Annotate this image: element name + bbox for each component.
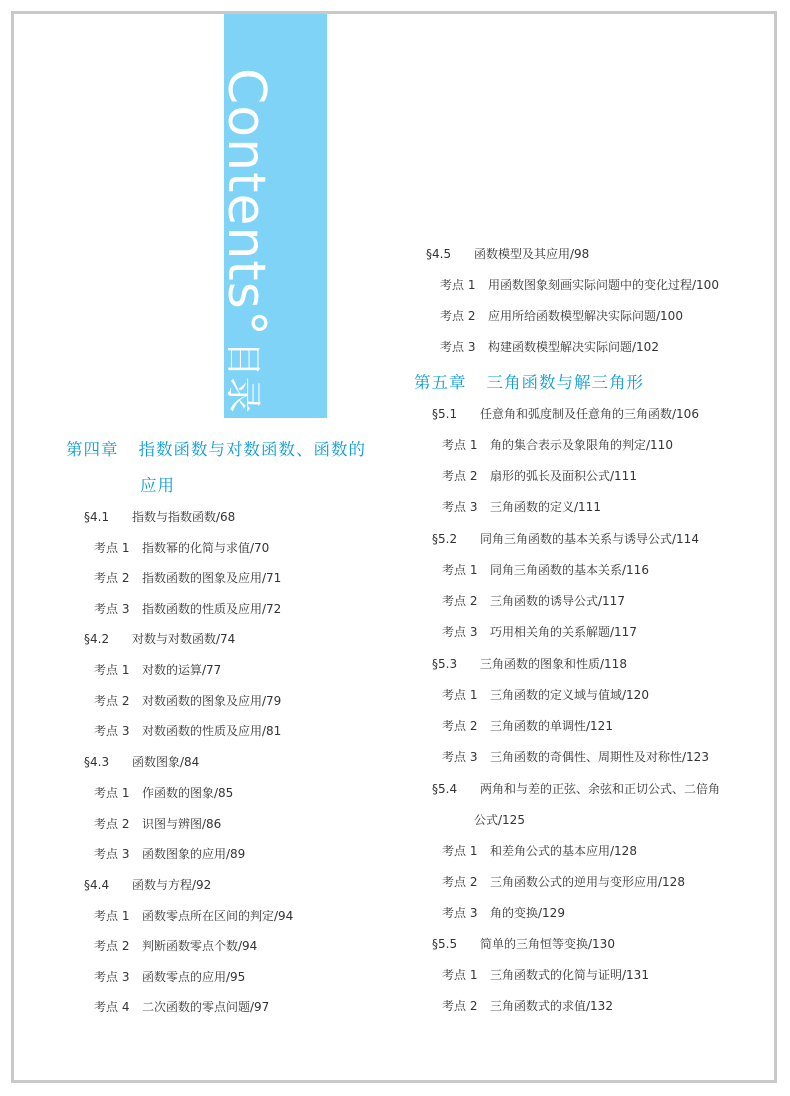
- toc-section-5-5[interactable]: [432, 935, 615, 952]
- point-text: 巧用相关角的关系解题/117: [490, 625, 637, 639]
- toc-point[interactable]: [442, 592, 625, 609]
- point-text: 应用所给函数模型解决实际问题/100: [488, 309, 683, 323]
- point-text: 三角函数的诱导公式/117: [490, 594, 625, 608]
- chapter-number: 第五章: [414, 373, 467, 392]
- toc-point[interactable]: [442, 561, 649, 578]
- section-label: §4.1: [84, 510, 110, 524]
- point-label: 考点 3: [94, 724, 130, 738]
- point-text: 识图与辨图/86: [142, 817, 222, 831]
- point-label: 考点 1: [442, 563, 478, 577]
- section-label: §4.2: [84, 632, 110, 646]
- toc-point[interactable]: [94, 600, 281, 617]
- toc-section-4-5[interactable]: [426, 245, 589, 262]
- toc-section-5-3[interactable]: [432, 655, 627, 672]
- point-label: 考点 2: [442, 999, 478, 1013]
- point-label: 考点 2: [442, 719, 478, 733]
- toc-point[interactable]: [442, 842, 637, 859]
- toc-point[interactable]: [94, 968, 245, 985]
- toc-point[interactable]: [442, 717, 613, 734]
- point-text: 角的集合表示及象限角的判定/110: [490, 438, 673, 452]
- toc-point[interactable]: [440, 276, 719, 293]
- toc-point[interactable]: [94, 692, 281, 709]
- section-label: §5.3: [432, 657, 458, 671]
- point-label: 考点 2: [440, 309, 476, 323]
- point-label: 考点 1: [94, 909, 130, 923]
- toc-section-4-1[interactable]: [84, 508, 235, 525]
- point-text: 指数幂的化简与求值/70: [142, 541, 270, 555]
- point-text: 三角函数式的化简与证明/131: [490, 968, 649, 982]
- toc-point[interactable]: [442, 748, 709, 765]
- toc-point[interactable]: [442, 904, 565, 921]
- point-label: 考点 1: [442, 688, 478, 702]
- point-label: 考点 1: [94, 541, 130, 555]
- point-label: 考点 2: [442, 594, 478, 608]
- toc-point[interactable]: [442, 498, 601, 515]
- point-text: 扇形的弧长及面积公式/111: [490, 469, 637, 483]
- point-text: 三角函数公式的逆用与变形应用/128: [490, 875, 685, 889]
- section-title: 函数图象/84: [132, 755, 200, 769]
- point-text: 指数函数的图象及应用/71: [142, 571, 282, 585]
- toc-point[interactable]: [442, 467, 637, 484]
- toc-point[interactable]: [442, 436, 673, 453]
- section-label: §5.4: [432, 782, 458, 796]
- point-label: 考点 1: [442, 438, 478, 452]
- point-text: 构建函数模型解决实际问题/102: [488, 340, 659, 354]
- chapter-5-heading[interactable]: [414, 369, 644, 393]
- point-label: 考点 3: [94, 602, 130, 616]
- point-text: 对数函数的图象及应用/79: [142, 694, 282, 708]
- point-label: 考点 3: [442, 500, 478, 514]
- point-label: 考点 2: [442, 469, 478, 483]
- section-label: §4.3: [84, 755, 110, 769]
- section-title: 对数与对数函数/74: [132, 632, 236, 646]
- toc-point[interactable]: [442, 966, 649, 983]
- section-title: 同角三角函数的基本关系与诱导公式/114: [480, 532, 699, 546]
- chapter-4-heading[interactable]: [66, 436, 366, 460]
- toc-point[interactable]: [94, 784, 233, 801]
- section-label: §5.5: [432, 937, 458, 951]
- toc-point[interactable]: [94, 722, 281, 739]
- toc-section-4-2[interactable]: [84, 630, 235, 647]
- toc-section-5-4-cont: 公式/125: [474, 813, 525, 827]
- section-label: §5.2: [432, 532, 458, 546]
- point-text: 对数的运算/77: [142, 663, 222, 677]
- point-text: 角的变换/129: [490, 906, 565, 920]
- point-label: 考点 1: [94, 786, 130, 800]
- toc-point[interactable]: [440, 307, 683, 324]
- point-text: 函数零点的应用/95: [142, 970, 246, 984]
- point-label: 考点 2: [94, 694, 130, 708]
- point-text: 指数函数的性质及应用/72: [142, 602, 282, 616]
- point-label: 考点 2: [94, 939, 130, 953]
- toc-point[interactable]: [94, 937, 257, 954]
- point-label: 考点 4: [94, 1000, 130, 1014]
- toc-point[interactable]: [94, 539, 269, 556]
- point-text: 三角函数的单调性/121: [490, 719, 613, 733]
- point-text: 对数函数的性质及应用/81: [142, 724, 282, 738]
- chapter-4-heading-cont: 应用: [140, 476, 175, 495]
- toc-section-5-4[interactable]: [432, 780, 720, 797]
- section-label: §4.4: [84, 878, 110, 892]
- toc-point[interactable]: [94, 907, 293, 924]
- toc-point[interactable]: [442, 623, 637, 640]
- point-label: 考点 1: [442, 844, 478, 858]
- point-label: 考点 2: [442, 875, 478, 889]
- point-text: 三角函数的定义域与值域/120: [490, 688, 649, 702]
- chapter-number: 第四章: [66, 440, 119, 459]
- toc-point[interactable]: [94, 845, 245, 862]
- toc-point[interactable]: [442, 873, 685, 890]
- section-label: §4.5: [426, 247, 452, 261]
- section-title: 简单的三角恒等变换/130: [480, 937, 615, 951]
- section-title: 三角函数的图象和性质/118: [480, 657, 627, 671]
- point-text: 函数零点所在区间的判定/94: [142, 909, 294, 923]
- point-text: 和差角公式的基本应用/128: [490, 844, 637, 858]
- point-text: 同角三角函数的基本关系/116: [490, 563, 649, 577]
- point-label: 考点 1: [94, 663, 130, 677]
- point-label: 考点 3: [442, 750, 478, 764]
- toc-point[interactable]: [440, 338, 659, 355]
- point-text: 函数图象的应用/89: [142, 847, 246, 861]
- toc-point[interactable]: [442, 686, 649, 703]
- toc-point[interactable]: [94, 815, 221, 832]
- point-text: 二次函数的零点问题/97: [142, 1000, 270, 1014]
- point-text: 三角函数式的求值/132: [490, 999, 613, 1013]
- chapter-title: 指数函数与对数函数、函数的: [138, 440, 366, 459]
- toc-section-5-1[interactable]: [432, 405, 699, 422]
- section-title: 指数与指数函数/68: [132, 510, 236, 524]
- banner-title-en: Contents°: [216, 68, 276, 337]
- point-label: 考点 3: [442, 906, 478, 920]
- toc-point[interactable]: [94, 569, 281, 586]
- point-text: 作函数的图象/85: [142, 786, 234, 800]
- toc-point[interactable]: [94, 661, 221, 678]
- point-label: 考点 3: [440, 340, 476, 354]
- section-title: 函数与方程/92: [132, 878, 212, 892]
- point-label: 考点 2: [94, 571, 130, 585]
- point-label: 考点 1: [440, 278, 476, 292]
- toc-point[interactable]: [94, 998, 269, 1015]
- toc-section-4-4[interactable]: [84, 876, 211, 893]
- point-label: 考点 3: [442, 625, 478, 639]
- toc-section-5-2[interactable]: [432, 530, 699, 547]
- section-title: 函数模型及其应用/98: [474, 247, 590, 261]
- toc-point[interactable]: [442, 997, 613, 1014]
- point-label: 考点 3: [94, 970, 130, 984]
- banner-title-cn: 目录: [222, 340, 264, 413]
- section-label: §5.1: [432, 407, 458, 421]
- point-label: 考点 3: [94, 847, 130, 861]
- point-label: 考点 1: [442, 968, 478, 982]
- chapter-title: 三角函数与解三角形: [486, 373, 644, 392]
- section-title: 任意角和弧度制及任意角的三角函数/106: [480, 407, 699, 421]
- contents-banner-title: [216, 68, 276, 413]
- toc-section-4-3[interactable]: [84, 753, 199, 770]
- point-text: 判断函数零点个数/94: [142, 939, 258, 953]
- point-text: 用函数图象刻画实际问题中的变化过程/100: [488, 278, 719, 292]
- point-text: 三角函数的定义/111: [490, 500, 601, 514]
- section-title: 两角和与差的正弦、余弦和正切公式、二倍角: [480, 782, 721, 796]
- point-text: 三角函数的奇偶性、周期性及对称性/123: [490, 750, 709, 764]
- point-label: 考点 2: [94, 817, 130, 831]
